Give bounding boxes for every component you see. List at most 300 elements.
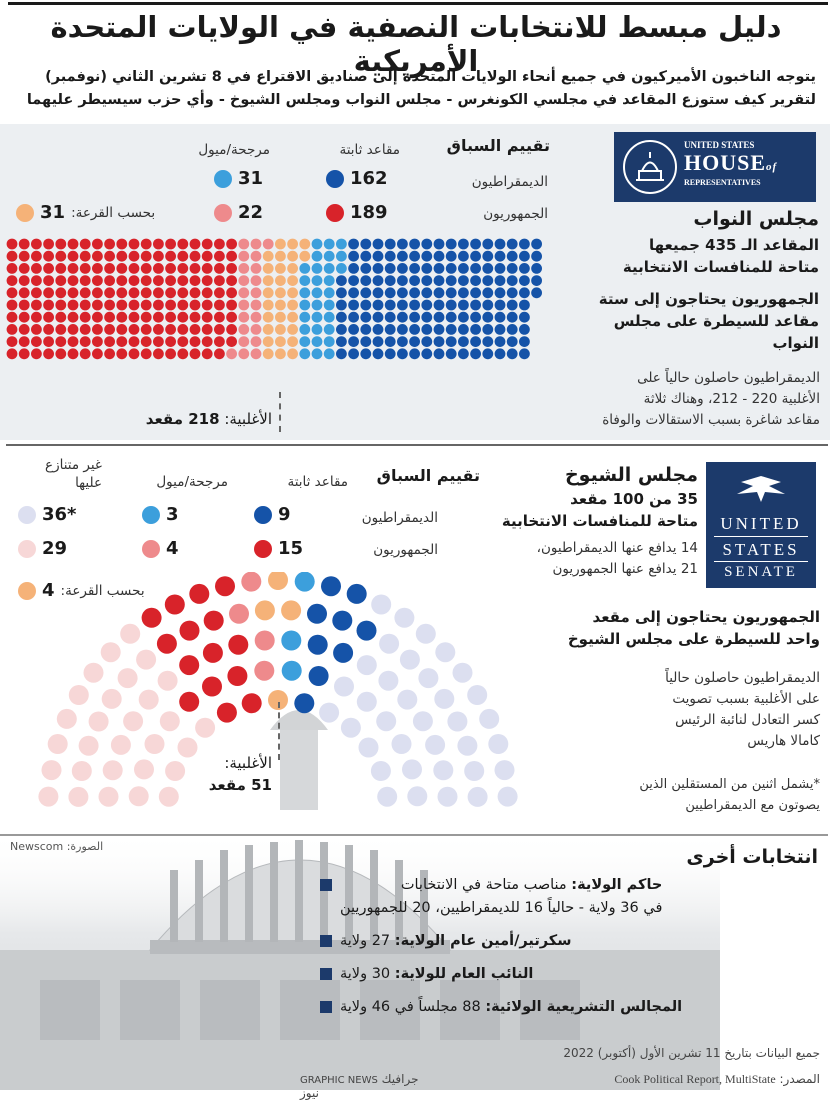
- senate-seat-rep-solid: [228, 635, 248, 655]
- house-seat-dem-solid: [409, 251, 420, 262]
- senate-seat-rep-solid: [180, 621, 200, 641]
- house-rep-lean-swatch: [214, 204, 232, 222]
- senate-seat-rep-solid: [227, 666, 247, 686]
- house-seat-rep-solid: [177, 275, 188, 286]
- house-current-3: مقاعد شاغرة بسبب الاستقالات والوفاة: [602, 412, 820, 428]
- senate-seat-rep-solid: [202, 677, 222, 697]
- house-seat-rep-solid: [7, 239, 18, 250]
- house-seat-rep-solid: [43, 263, 54, 274]
- house-current: [510, 368, 820, 431]
- bullet-square-icon: [320, 968, 332, 980]
- house-seat-rep-solid: [92, 239, 103, 250]
- house-seat-rep-solid: [80, 300, 91, 311]
- house-seat-rep-solid: [55, 263, 66, 274]
- house-seat-dem-solid: [360, 300, 371, 311]
- other-item-governor-text1: مناصب متاحة في الانتخابات: [400, 877, 567, 893]
- house-seat-tossup: [263, 251, 274, 262]
- house-seat-dem-solid: [531, 239, 542, 250]
- house-seat-rep-lean: [238, 275, 249, 286]
- house-seat-rep-solid: [55, 251, 66, 262]
- senate-seat-dem-noncontest: [357, 655, 377, 675]
- senate-seat-rep-solid: [157, 634, 177, 654]
- senate-rep-lean: [142, 538, 179, 559]
- house-seat-tossup: [275, 336, 286, 347]
- house-seat-rep-solid: [104, 300, 115, 311]
- house-seat-rep-solid: [92, 287, 103, 298]
- senate-seat-rep-noncontest: [57, 709, 77, 729]
- other-item-governor-text2: في 36 ولاية - حالياً 16 للديمقراطيين، 20 للجمهوريين: [340, 900, 663, 916]
- senate-seat-dem-noncontest: [425, 735, 445, 755]
- house-seat-rep-solid: [165, 312, 176, 323]
- house-seat-dem-solid: [519, 275, 530, 286]
- house-seat-rep-solid: [129, 300, 140, 311]
- senate-seat-rep-noncontest: [38, 787, 58, 807]
- house-seat-tossup: [287, 287, 298, 298]
- senate-seat-rep-solid: [165, 595, 185, 615]
- house-seat-rep-solid: [31, 287, 42, 298]
- senate-seat-rep-noncontest: [68, 787, 88, 807]
- house-seat-rep-solid: [31, 312, 42, 323]
- house-seat-dem-solid: [397, 324, 408, 335]
- house-seat-rep-solid: [104, 251, 115, 262]
- house-seat-dem-solid: [519, 336, 530, 347]
- house-seat-dem-lean: [312, 312, 323, 323]
- house-seat-rep-solid: [92, 300, 103, 311]
- house-seat-dem-solid: [482, 251, 493, 262]
- senate-footnote-2: يصوتون مع الديمقراطيين: [685, 798, 820, 813]
- house-seat-rep-solid: [68, 336, 79, 347]
- house-seat-dem-solid: [360, 287, 371, 298]
- senate-rep-noncontest-value: 29: [42, 538, 68, 559]
- senate-seat-rep-lean: [254, 661, 274, 681]
- house-seat-rep-solid: [19, 324, 30, 335]
- house-seat-dem-solid: [385, 239, 396, 250]
- top-rule: [8, 2, 828, 5]
- house-rep-lean: [214, 202, 263, 223]
- house-seat-rep-solid: [141, 324, 152, 335]
- house-seat-dem-solid: [360, 324, 371, 335]
- senate-seat-rep-noncontest: [69, 685, 89, 705]
- house-seat-tossup: [287, 275, 298, 286]
- house-seat-rep-lean: [251, 239, 262, 250]
- house-seat-dem-solid: [360, 275, 371, 286]
- house-seat-dem-solid: [482, 287, 493, 298]
- house-seat-rep-solid: [177, 324, 188, 335]
- house-seat-rep-solid: [153, 324, 164, 335]
- house-seat-dem-solid: [385, 275, 396, 286]
- house-seat-dem-solid: [458, 239, 469, 250]
- house-rep-solid-swatch: [326, 204, 344, 222]
- senate-race-label: تقييم السباق: [376, 466, 480, 485]
- house-majority: [120, 410, 272, 428]
- house-seat-dem-solid: [507, 275, 518, 286]
- house-dem-lean-value: 31: [238, 168, 264, 189]
- senate-col-noncontest: [4, 456, 102, 492]
- house-seat-rep-solid: [165, 239, 176, 250]
- house-seat-dem-lean: [336, 263, 347, 274]
- house-seat-dem-solid: [397, 251, 408, 262]
- house-seat-dem-solid: [348, 312, 359, 323]
- house-seat-rep-solid: [55, 300, 66, 311]
- house-seat-dem-solid: [470, 239, 481, 250]
- house-seat-rep-solid: [226, 312, 237, 323]
- house-seat-rep-solid: [129, 336, 140, 347]
- house-seat-rep-lean: [238, 300, 249, 311]
- house-seat-rep-lean: [251, 336, 262, 347]
- senate-seat-dem-noncontest: [498, 787, 518, 807]
- house-seat-dem-solid: [397, 336, 408, 347]
- house-seat-rep-solid: [141, 287, 152, 298]
- house-seat-rep-solid: [92, 275, 103, 286]
- senate-seat-dem-solid: [321, 576, 341, 596]
- house-seat-dem-solid: [360, 336, 371, 347]
- house-seat-rep-solid: [116, 239, 127, 250]
- house-seat-dem-solid: [434, 300, 445, 311]
- house-seat-rep-solid: [202, 348, 213, 359]
- house-seal-word: HOUSE: [684, 150, 767, 175]
- house-seat-rep-solid: [19, 312, 30, 323]
- house-seat-rep-solid: [190, 348, 201, 359]
- house-seat-rep-solid: [43, 324, 54, 335]
- house-seat-rep-solid: [177, 287, 188, 298]
- house-heading: مجلس النواب: [693, 208, 819, 230]
- senate-seat-rep-noncontest: [145, 734, 165, 754]
- senate-seat-dem-noncontest: [394, 608, 414, 628]
- senate-seat-dem-noncontest: [392, 734, 412, 754]
- house-seat-rep-solid: [214, 275, 225, 286]
- other-item-attorney-body: [340, 963, 533, 986]
- house-seat-dem-solid: [336, 300, 347, 311]
- house-seat-dem-solid: [409, 275, 420, 286]
- house-seat-dem-lean: [312, 348, 323, 359]
- seal-rule: [714, 536, 808, 537]
- bullet-square-icon: [320, 879, 332, 891]
- senate-seat-rep-noncontest: [79, 736, 99, 756]
- house-seat-dem-solid: [409, 324, 420, 335]
- senate-seat-dem-noncontest: [464, 761, 484, 781]
- bullet-square-icon: [320, 1001, 332, 1013]
- house-seat-rep-solid: [19, 300, 30, 311]
- senate-seat-rep-noncontest: [139, 690, 159, 710]
- senate-current-4: كامالا هاريس: [747, 733, 820, 749]
- house-seat-tossup: [275, 275, 286, 286]
- house-seat-dem-solid: [409, 312, 420, 323]
- house-seat-dem-solid: [470, 312, 481, 323]
- house-seat-rep-solid: [129, 263, 140, 274]
- house-seat-dem-solid: [348, 336, 359, 347]
- senate-seat-rep-noncontest: [89, 712, 109, 732]
- house-need1: الجمهوريون يحتاجون إلى ستة: [598, 290, 819, 308]
- house-seat-dem-solid: [446, 275, 457, 286]
- senate-seat-dem-noncontest: [467, 685, 487, 705]
- photo-credit: الصورة: Newscom: [10, 840, 104, 853]
- senate-seat-dem-solid: [308, 635, 328, 655]
- house-seat-rep-solid: [141, 239, 152, 250]
- house-seat-dem-lean: [324, 263, 335, 274]
- house-seat-rep-solid: [43, 251, 54, 262]
- house-seat-rep-solid: [226, 275, 237, 286]
- house-seat-dem-solid: [470, 287, 481, 298]
- house-seat-dem-solid: [434, 312, 445, 323]
- senate-seat-dem-noncontest: [341, 718, 361, 738]
- house-dem-solid-value: 162: [350, 168, 388, 189]
- house-majority-line: [279, 392, 281, 432]
- house-seat-dem-lean: [312, 251, 323, 262]
- senate-seat-rep-solid: [179, 655, 199, 675]
- house-seat-rep-solid: [214, 336, 225, 347]
- house-seat-rep-solid: [104, 287, 115, 298]
- house-seat-rep-solid: [165, 275, 176, 286]
- house-seat-rep-solid: [80, 348, 91, 359]
- house-seat-dem-lean: [312, 263, 323, 274]
- house-seat-rep-solid: [92, 348, 103, 359]
- house-seat-rep-lean: [238, 336, 249, 347]
- house-seat-rep-solid: [141, 251, 152, 262]
- house-seat-rep-solid: [68, 348, 79, 359]
- house-seat-dem-solid: [421, 312, 432, 323]
- senate-seat-dem-lean: [282, 661, 302, 681]
- senate-seat-rep-noncontest: [158, 671, 178, 691]
- senate-need2: واحد للسيطرة على مجلس الشيوخ: [567, 630, 820, 648]
- house-seat-dem-solid: [507, 336, 518, 347]
- house-seat-dem-solid: [348, 239, 359, 250]
- house-seat-rep-solid: [190, 239, 201, 250]
- senate-seat-dem-noncontest: [402, 759, 422, 779]
- house-seat-dem-solid: [336, 312, 347, 323]
- house-seat-dem-solid: [507, 263, 518, 274]
- house-seat-dem-lean: [312, 287, 323, 298]
- house-seat-dem-solid: [434, 275, 445, 286]
- house-seat-rep-solid: [92, 251, 103, 262]
- senate-seal: [706, 462, 816, 588]
- other-list: [320, 874, 816, 1019]
- senate-seat-rep-noncontest: [103, 760, 123, 780]
- house-seat-rep-solid: [68, 251, 79, 262]
- house-seat-dem-solid: [397, 348, 408, 359]
- house-seat-rep-solid: [153, 275, 164, 286]
- house-seat-tossup: [275, 300, 286, 311]
- house-seat-dem-solid: [336, 336, 347, 347]
- house-seat-rep-solid: [141, 263, 152, 274]
- house-seat-rep-solid: [190, 336, 201, 347]
- house-seat-dem-lean: [299, 312, 310, 323]
- senate-seal-line1: UNITED: [720, 514, 802, 533]
- other-item-governor-label: حاكم الولاية:: [571, 877, 663, 893]
- house-seat-rep-solid: [129, 287, 140, 298]
- house-seat-rep-solid: [226, 287, 237, 298]
- house-seat-rep-solid: [92, 312, 103, 323]
- other-heading: انتخابات أخرى: [686, 846, 818, 868]
- senate-seat-dem-noncontest: [495, 760, 515, 780]
- house-seat-rep-solid: [104, 312, 115, 323]
- house-seat-dem-solid: [507, 312, 518, 323]
- senate-defend1: 14 يدافع عنها الديمقراطيون،: [536, 540, 698, 556]
- house-current-1: الديمقراطيون حاصلون حالياً على: [637, 370, 820, 386]
- house-seat-rep-solid: [19, 336, 30, 347]
- house-seat-dem-solid: [348, 300, 359, 311]
- house-seat-dem-solid: [495, 275, 506, 286]
- house-seat-dem-solid: [434, 251, 445, 262]
- house-seat-dem-solid: [385, 312, 396, 323]
- house-seat-dem-solid: [421, 251, 432, 262]
- house-seat-rep-solid: [43, 275, 54, 286]
- house-seat-dem-solid: [531, 251, 542, 262]
- house-seat-dem-solid: [482, 300, 493, 311]
- house-seat-dem-solid: [495, 239, 506, 250]
- senate-seat-dem-solid: [333, 643, 353, 663]
- house-rep-lean-value: 22: [238, 202, 264, 223]
- house-seat-dem-solid: [360, 312, 371, 323]
- house-seat-rep-solid: [165, 263, 176, 274]
- house-seat-dem-lean: [324, 336, 335, 347]
- house-seat-rep-lean: [226, 348, 237, 359]
- house-seat-tossup: [263, 336, 274, 347]
- house-seat-rep-solid: [153, 251, 164, 262]
- senate-seat-dem-noncontest: [457, 736, 477, 756]
- senate-seat-dem-noncontest: [416, 624, 436, 644]
- house-seat-dem-solid: [470, 275, 481, 286]
- house-seat-dem-solid: [336, 348, 347, 359]
- house-seat-rep-solid: [129, 312, 140, 323]
- house-seat-rep-solid: [190, 312, 201, 323]
- senate-current-1: الديمقراطيون حاصلون حالياً: [665, 670, 820, 686]
- house-seat-dem-solid: [360, 263, 371, 274]
- house-seat-tossup: [275, 348, 286, 359]
- house-seat-dem-solid: [397, 300, 408, 311]
- house-seat-dem-solid: [348, 287, 359, 298]
- other-item-legislatures-label: المجالس التشريعية الولائية:: [485, 999, 683, 1015]
- house-seat-rep-solid: [7, 336, 18, 347]
- house-seat-tossup: [287, 263, 298, 274]
- house-seat-rep-solid: [68, 239, 79, 250]
- house-seal: [614, 132, 816, 202]
- house-seat-rep-solid: [116, 300, 127, 311]
- house-text: [565, 208, 819, 354]
- house-seat-rep-solid: [129, 348, 140, 359]
- house-seat-rep-solid: [68, 312, 79, 323]
- house-seat-dem-lean: [324, 287, 335, 298]
- house-seat-dem-lean: [324, 239, 335, 250]
- house-dem-lean-swatch: [214, 170, 232, 188]
- house-seat-tossup: [275, 312, 286, 323]
- senate-seat-rep-noncontest: [118, 668, 138, 688]
- house-seat-dem-solid: [470, 263, 481, 274]
- house-seat-tossup: [263, 312, 274, 323]
- house-seat-rep-solid: [214, 300, 225, 311]
- house-seat-rep-solid: [19, 348, 30, 359]
- house-seat-dem-solid: [531, 263, 542, 274]
- house-majority-label: الأغلبية:: [224, 410, 272, 428]
- house-seat-chart: [0, 234, 560, 394]
- senate-seat-rep-solid: [203, 643, 223, 663]
- house-seat-rep-solid: [214, 251, 225, 262]
- senate-seat-rep-lean: [229, 604, 249, 624]
- house-seat-dem-solid: [348, 263, 359, 274]
- house-seat-tossup: [275, 263, 286, 274]
- house-seat-rep-solid: [68, 275, 79, 286]
- other-item-legislatures: [320, 996, 816, 1019]
- senate-rep-noncontest-swatch: [18, 540, 36, 558]
- house-seat-dem-solid: [458, 300, 469, 311]
- house-rep-solid-value: 189: [350, 202, 388, 223]
- house-seat-rep-solid: [214, 312, 225, 323]
- house-seat-dem-solid: [434, 263, 445, 274]
- house-seat-dem-solid: [458, 336, 469, 347]
- house-seat-rep-solid: [7, 251, 18, 262]
- house-seat-dem-lean: [299, 263, 310, 274]
- house-seat-rep-solid: [153, 287, 164, 298]
- house-seat-rep-solid: [202, 336, 213, 347]
- house-seat-tossup: [287, 348, 298, 359]
- house-seat-dem-solid: [336, 287, 347, 298]
- senate-majority-label: الأغلبية:: [224, 754, 272, 772]
- senate-seat-dem-noncontest: [434, 689, 454, 709]
- house-seat-rep-solid: [202, 300, 213, 311]
- eagle-icon: [731, 468, 791, 504]
- senate-seat-dem-solid: [294, 693, 314, 713]
- house-seat-dem-solid: [446, 251, 457, 262]
- senate-seat-rep-solid: [204, 611, 224, 631]
- house-seat-rep-solid: [43, 239, 54, 250]
- house-sub2: متاحة للمنافسات الانتخابية: [622, 258, 819, 276]
- house-seat-rep-solid: [116, 275, 127, 286]
- house-seat-rep-solid: [55, 287, 66, 298]
- senate-seat-rep-noncontest: [134, 759, 154, 779]
- house-seat-dem-lean: [336, 251, 347, 262]
- house-seat-rep-solid: [153, 300, 164, 311]
- house-seat-dem-solid: [336, 275, 347, 286]
- house-seat-dem-solid: [519, 287, 530, 298]
- senate-seat-dem-noncontest: [371, 761, 391, 781]
- house-seat-rep-solid: [31, 324, 42, 335]
- other-item-attorney: [320, 963, 816, 986]
- house-seal-line2: [684, 150, 777, 176]
- house-seat-rep-solid: [153, 312, 164, 323]
- house-seat-rep-lean: [238, 348, 249, 359]
- senate-seat-dem-noncontest: [359, 738, 379, 758]
- other-item-attorney-text: 30 ولاية: [340, 966, 391, 982]
- senate-seat-dem-noncontest: [438, 787, 458, 807]
- house-seat-rep-solid: [55, 336, 66, 347]
- senate-seat-dem-noncontest: [319, 703, 339, 723]
- senate-seal-line2: STATES: [722, 540, 800, 559]
- house-seat-rep-solid: [104, 324, 115, 335]
- senate-seat-dem-noncontest: [378, 671, 398, 691]
- senate-tossup-label: بحسب القرعة:: [60, 582, 145, 599]
- house-seat-rep-solid: [141, 312, 152, 323]
- house-seat-dem-lean: [299, 287, 310, 298]
- house-seat-dem-solid: [348, 324, 359, 335]
- house-seat-dem-solid: [446, 239, 457, 250]
- house-seat-dem-solid: [360, 239, 371, 250]
- house-seat-dem-lean: [299, 300, 310, 311]
- house-seat-rep-lean: [238, 239, 249, 250]
- senate-seat-dem-noncontest: [376, 711, 396, 731]
- seal-rule-2: [714, 561, 808, 562]
- house-seat-dem-solid: [482, 263, 493, 274]
- house-seat-dem-solid: [397, 275, 408, 286]
- house-seat-dem-solid: [421, 348, 432, 359]
- house-seat-rep-solid: [55, 324, 66, 335]
- house-seat-dem-solid: [446, 312, 457, 323]
- senate-seat-dem-noncontest: [418, 668, 438, 688]
- house-seat-rep-solid: [43, 287, 54, 298]
- house-seat-rep-solid: [153, 336, 164, 347]
- house-seat-dem-solid: [409, 263, 420, 274]
- house-seat-dem-solid: [470, 336, 481, 347]
- house-seat-dem-solid: [446, 324, 457, 335]
- senate-seat-rep-noncontest: [120, 624, 140, 644]
